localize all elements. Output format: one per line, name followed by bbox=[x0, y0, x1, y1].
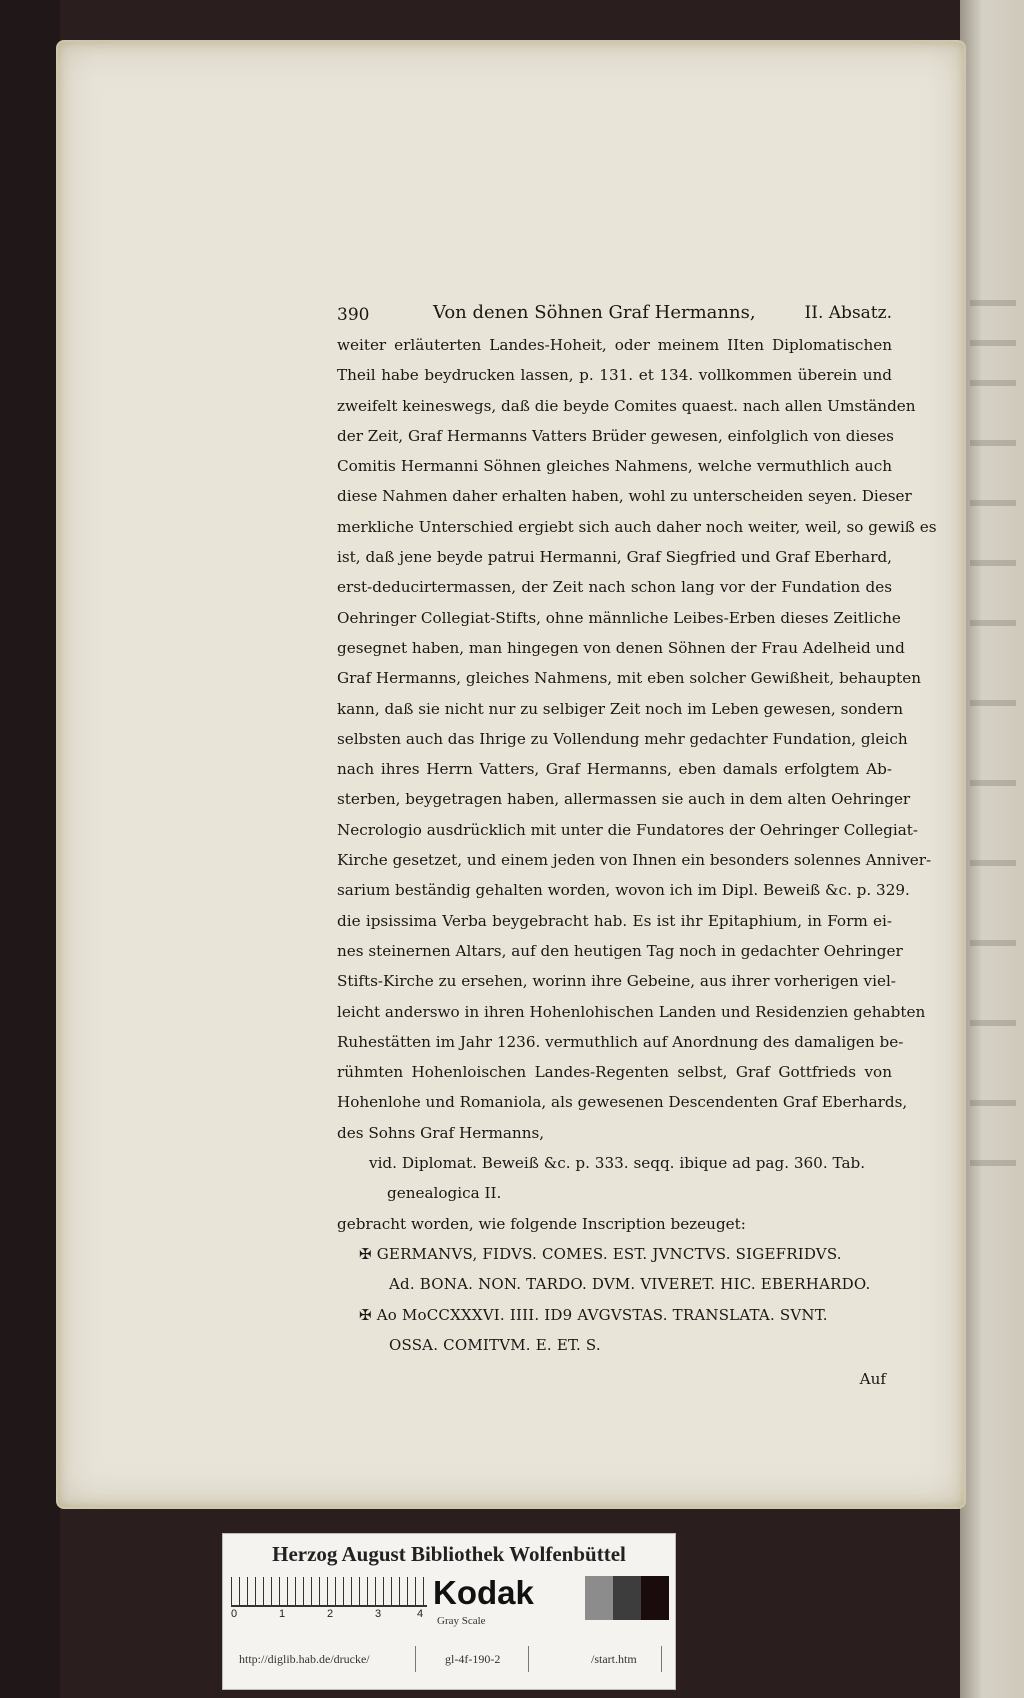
section-label: II. Absatz. bbox=[804, 303, 892, 323]
text-line: Oehringer Collegiat-Stifts, ohne männliche Leibes-Erben dieses Zeitliche bbox=[337, 608, 901, 627]
text-line: leicht anderswo in ihren Hohenlohischen Landen und Residenzien gehabten bbox=[337, 1002, 926, 1021]
text-line: Theil habe beydrucken lassen, p. 131. et 134. vollkommen überein und bbox=[337, 366, 892, 385]
text-line: erst-deducirtermassen, der Zeit nach schon lang vor der Fundation des bbox=[337, 578, 892, 597]
text-line: Graf Hermanns, gleiches Nahmens, mit eben solcher Gewißheit, behaupten bbox=[337, 669, 922, 688]
library-name: Herzog August Bibliothek Wolfenbüttel bbox=[272, 1542, 626, 1566]
running-title: Von denen Söhnen Graf Hermanns, bbox=[433, 302, 756, 323]
gray-swatch bbox=[613, 1576, 641, 1620]
ruler-number: 2 bbox=[327, 1608, 334, 1620]
text-line: Kirche gesetzet, und einem jeden von Ihnen ein besonders solennes Anniver- bbox=[337, 851, 932, 870]
adjacent-page-edge bbox=[960, 0, 1024, 1698]
inscription-line-1: ✠ GERMANVS, FIDVS. COMES. EST. JVNCTVS. SIGEFRIDVS. bbox=[359, 1244, 842, 1263]
label-separator bbox=[528, 1646, 529, 1672]
text-line: Stifts-Kirche zu ersehen, worinn ihre Gebeine, aus ihrer vorherigen viel- bbox=[337, 972, 896, 991]
shelfmark: gl-4f-190-2 bbox=[445, 1652, 501, 1666]
text-line: des Sohns Graf Hermanns, bbox=[337, 1123, 545, 1142]
ruler-number: 3 bbox=[375, 1608, 382, 1620]
gray-swatch bbox=[585, 1576, 613, 1620]
label-separator bbox=[415, 1646, 416, 1672]
text-line: gesegnet haben, man hingegen von denen Söhnen der Frau Adelheid und bbox=[337, 638, 905, 657]
text-line: Ruhestätten im Jahr 1236. vermuthlich auf Anordnung des damaligen be- bbox=[337, 1032, 904, 1051]
text-line: nach ihres Herrn Vatters, Graf Hermanns, eben damals erfolgtem Ab- bbox=[337, 760, 892, 779]
text-line: sterben, beygetragen haben, allermassen sie auch in dem alten Oehringer bbox=[337, 790, 911, 809]
citation-line-1: vid. Diplomat. Beweiß &c. p. 333. seqq. ibique ad pag. 360. Tab. bbox=[369, 1154, 866, 1173]
gray-scale-caption: Gray Scale bbox=[437, 1615, 486, 1627]
page-number: 390 bbox=[337, 305, 370, 325]
after-citation-line: gebracht worden, wie folgende Inscription bezeuget: bbox=[337, 1214, 746, 1233]
text-line: der Zeit, Graf Hermanns Vatters Brüder gewesen, einfolglich von dieses bbox=[337, 426, 894, 445]
digital-library-url: http://diglib.hab.de/drucke/ bbox=[239, 1652, 370, 1666]
text-line: die ipsissima Verba beygebracht hab. Es ist ihr Epitaphium, in Form ei- bbox=[337, 911, 892, 930]
text-line: diese Nahmen daher erhalten haben, wohl zu unterscheiden seyen. Dieser bbox=[337, 487, 912, 506]
text-line: weiter erläuterten Landes-Hoheit, oder meinem IIten Diplomatischen bbox=[337, 336, 892, 354]
inscription-line-4: OSSA. COMITVM. E. ET. S. bbox=[389, 1335, 601, 1354]
page-text bbox=[337, 296, 937, 1394]
label-separator bbox=[661, 1646, 662, 1672]
inscription-line-2: Ad. BONA. NON. TARDO. DVM. VIVERET. HIC. EBERHARDO. bbox=[389, 1275, 871, 1294]
ruler-scale bbox=[231, 1577, 427, 1607]
body-text bbox=[337, 330, 937, 1148]
ruler-number: 4 bbox=[417, 1608, 424, 1620]
text-line: Comitis Hermanni Söhnen gleiches Nahmens, welche vermuthlich auch bbox=[337, 457, 892, 476]
text-line: Hohenlohe und Romaniola, als gewesenen Descendenten Graf Eberhards, bbox=[337, 1093, 908, 1112]
gray-swatch bbox=[641, 1576, 669, 1620]
text-line: sarium beständig gehalten worden, wovon ich im Dipl. Beweiß &c. p. 329. bbox=[337, 881, 910, 900]
text-line: rühmten Hohenloischen Landes-Regenten selbst, Graf Gottfrieds von bbox=[337, 1063, 892, 1082]
kodak-logo: Kodak bbox=[433, 1574, 534, 1611]
page-header bbox=[337, 296, 892, 330]
background-left bbox=[0, 0, 60, 1698]
text-line: ist, daß jene beyde patrui Hermanni, Graf Siegfried und Graf Eberhard, bbox=[337, 548, 892, 567]
text-line: kann, daß sie nicht nur zu selbiger Zeit noch im Leben gewesen, sondern bbox=[337, 699, 904, 718]
inscription-line-3: ✠ Ao MoCCXXXVI. IIII. ID9 AVGVSTAS. TRANSLATA. SVNT. bbox=[359, 1305, 828, 1324]
ruler-number: 1 bbox=[279, 1608, 286, 1620]
catchword: Auf bbox=[859, 1370, 886, 1389]
text-line: nes steinernen Altars, auf den heutigen Tag noch in gedachter Oehringer bbox=[337, 941, 903, 960]
gray-swatches bbox=[585, 1576, 669, 1620]
text-line: Necrologio ausdrücklich mit unter die Fundatores der Oehringer Collegiat- bbox=[337, 820, 919, 839]
citation-line-2: genealogica II. bbox=[387, 1184, 502, 1203]
start-page-link: /start.htm bbox=[591, 1652, 637, 1666]
ruler-number: 0 bbox=[231, 1608, 238, 1620]
text-line: merkliche Unterschied ergiebt sich auch daher noch weiter, weil, so gewiß es bbox=[337, 517, 937, 536]
library-color-target-label bbox=[222, 1533, 676, 1690]
text-line: selbsten auch das Ihrige zu Vollendung mehr gedachter Fundation, gleich bbox=[337, 729, 908, 748]
text-line: zweifelt keineswegs, daß die beyde Comites quaest. nach allen Umständen bbox=[337, 396, 916, 415]
